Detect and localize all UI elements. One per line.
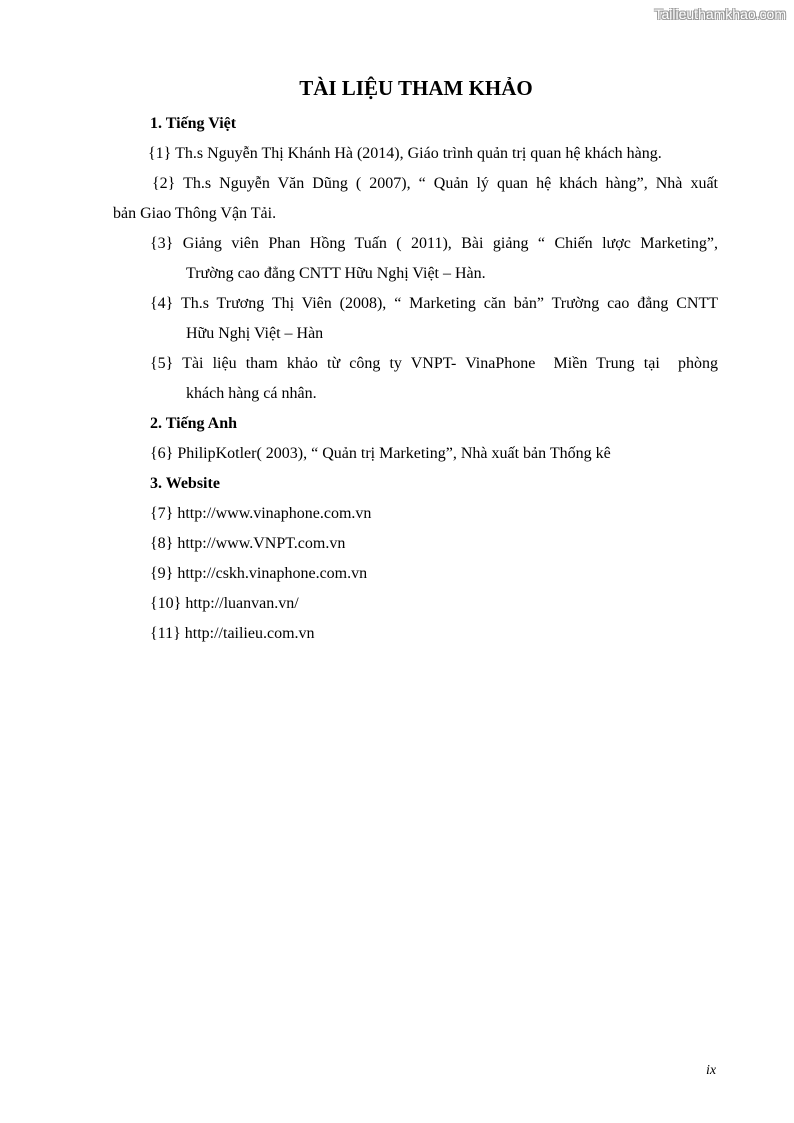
reference-2-line-2: bản Giao Thông Vận Tải. [113,205,277,222]
watermark: Tailieuthamkhao.com [654,6,786,22]
reference-2-line-1: {2} Th.s Nguyễn Văn Dũng ( 2007), “ Quản lý quan hệ khách hàng”, Nhà xuất [152,175,718,192]
reference-6: {6} PhilipKotler( 2003), “ Quản trị Marketing”, Nhà xuất bản Thống kê [150,445,611,462]
reference-10-link[interactable]: {10} http://luanvan.vn/ [150,595,299,612]
reference-7-link[interactable]: {7} http://www.vinaphone.com.vn [150,505,372,522]
page-title: TÀI LIỆU THAM KHẢO [299,76,533,100]
page-number: ix [706,1063,717,1078]
section-heading-vietnamese: 1. Tiếng Việt [150,115,237,132]
reference-5-line-1: {5} Tài liệu tham khảo từ công ty VNPT- VinaPhone Miền Trung tại phòng [150,355,718,372]
reference-11-link[interactable]: {11} http://tailieu.com.vn [150,625,315,642]
reference-5-line-2: khách hàng cá nhân. [186,385,317,402]
reference-8-link[interactable]: {8} http://www.VNPT.com.vn [150,535,346,552]
reference-4-line-2: Hữu Nghị Việt – Hàn [186,325,324,342]
reference-1: {1} Th.s Nguyễn Thị Khánh Hà (2014), Giáo trình quản trị quan hệ khách hàng. [148,145,662,162]
reference-4-line-1: {4} Th.s Trương Thị Viên (2008), “ Marketing căn bản” Trường cao đẳng CNTT [150,295,718,312]
reference-9-link[interactable]: {9} http://cskh.vinaphone.com.vn [150,565,368,582]
reference-3-line-2: Trường cao đẳng CNTT Hữu Nghị Việt – Hàn. [186,265,486,282]
section-heading-website: 3. Website [150,475,220,492]
section-heading-english: 2. Tiếng Anh [150,415,238,432]
reference-3-line-1: {3} Giảng viên Phan Hồng Tuấn ( 2011), Bài giảng “ Chiến lược Marketing”, [150,235,718,252]
